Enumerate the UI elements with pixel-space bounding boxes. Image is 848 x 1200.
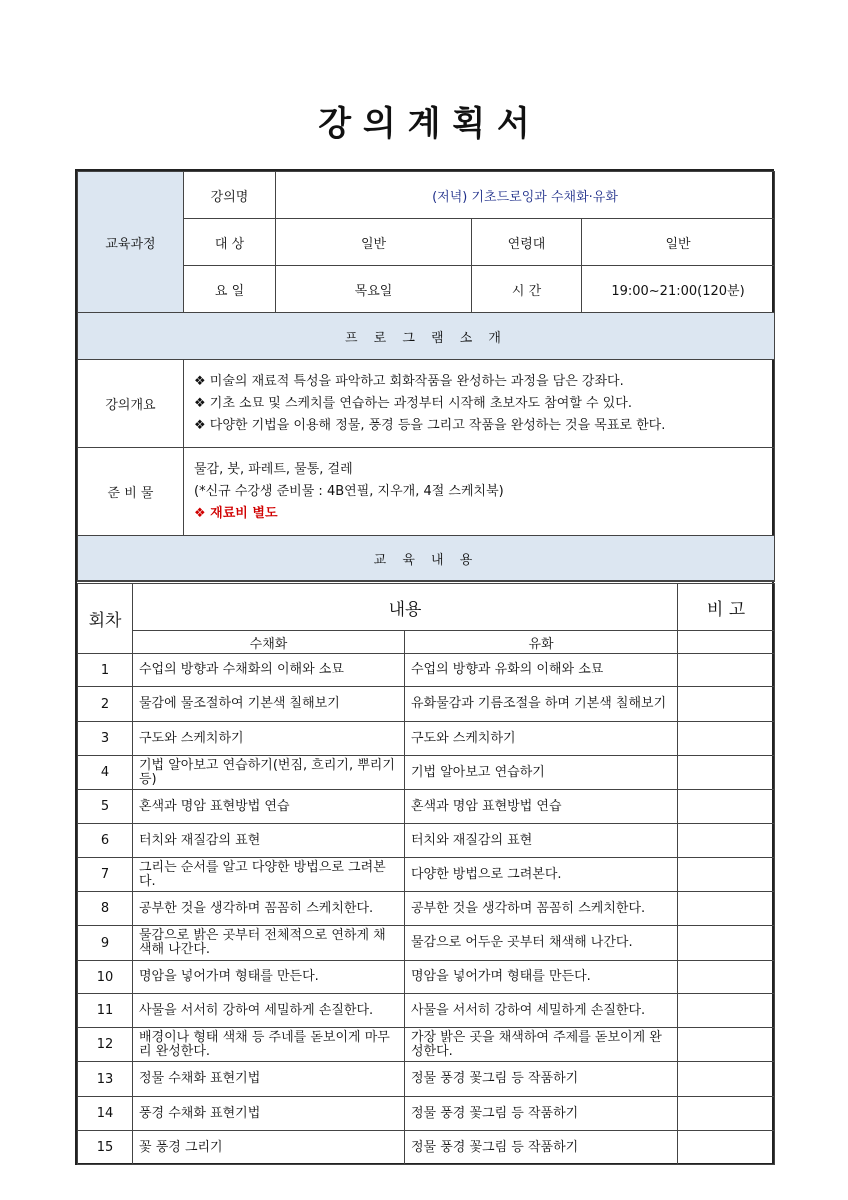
table-row — [78, 722, 775, 756]
program-intro-header: 프 로 그 램 소 개 — [78, 313, 775, 360]
session-number: 9 — [78, 926, 133, 961]
course-name-label: 강의명 — [184, 172, 276, 219]
oil-content: 정물 풍경 꽃그림 등 작품하기 — [405, 1062, 678, 1097]
note-sub-cell — [678, 631, 775, 654]
oil-content: 기법 알아보고 연습하기 — [405, 756, 678, 790]
time-label: 시 간 — [472, 266, 582, 313]
materials-label: 준 비 물 — [78, 448, 184, 536]
oil-content: 정물 풍경 꽃그림 등 작품하기 — [405, 1097, 678, 1131]
table-row — [78, 926, 775, 961]
session-number: 7 — [78, 858, 133, 892]
oil-content: 유화물감과 기름조절을 하며 기본색 칠해보기 — [405, 687, 678, 722]
materials-text — [184, 448, 775, 536]
session-number: 13 — [78, 1062, 133, 1097]
watercolor-content: 구도와 스케치하기 — [133, 722, 405, 756]
session-number: 12 — [78, 1028, 133, 1062]
watercolor-content: 꽃 풍경 그리기 — [133, 1131, 405, 1165]
table-row — [78, 1097, 775, 1131]
table-row — [78, 1028, 775, 1062]
watercolor-content: 배경이나 형태 색채 등 주네를 돋보이게 마무리 완성한다. — [133, 1028, 405, 1062]
watercolor-content: 명암을 넣어가며 형태를 만든다. — [133, 961, 405, 994]
watercolor-content: 혼색과 명암 표현방법 연습 — [133, 790, 405, 824]
table-row — [78, 756, 775, 790]
session-number: 4 — [78, 756, 133, 790]
oil-content: 터치와 재질감의 표현 — [405, 824, 678, 858]
time-value: 19:00~21:00(120분) — [582, 266, 775, 313]
oil-content: 수업의 방향과 유화의 이해와 소묘 — [405, 654, 678, 687]
watercolor-content: 사물을 서서히 강하여 세밀하게 손질한다. — [133, 994, 405, 1028]
session-number: 2 — [78, 687, 133, 722]
note-cell — [678, 756, 775, 790]
note-cell — [678, 654, 775, 687]
watercolor-content: 물감에 물조절하여 기본색 칠해보기 — [133, 687, 405, 722]
table-row — [78, 824, 775, 858]
note-cell — [678, 1062, 775, 1097]
session-number: 5 — [78, 790, 133, 824]
course-name-value: (저녁) 기초드로잉과 수채화·유화 — [276, 172, 775, 219]
content-col-header: 내용 — [133, 583, 678, 631]
oil-content: 공부한 것을 생각하며 꼼꼼히 스케치한다. — [405, 892, 678, 926]
course-info-table — [77, 171, 775, 581]
watercolor-content: 정물 수채화 표현기법 — [133, 1062, 405, 1097]
table-row — [78, 790, 775, 824]
note-cell — [678, 824, 775, 858]
day-value: 목요일 — [276, 266, 472, 313]
target-value: 일반 — [276, 219, 472, 266]
materials-line: (*신규 수강생 준비물 : 4B연필, 지우개, 4절 스케치북) — [194, 483, 504, 499]
day-label: 요 일 — [184, 266, 276, 313]
oil-subheader: 유화 — [405, 631, 678, 654]
note-cell — [678, 1028, 775, 1062]
oil-content: 물감으로 어두운 곳부터 채색해 나간다. — [405, 926, 678, 961]
watercolor-content: 물감으로 밝은 곳부터 전체적으로 연하게 채색해 나간다. — [133, 926, 405, 961]
age-value: 일반 — [582, 219, 775, 266]
session-col-header: 회차 — [78, 583, 133, 654]
edu-course-label: 교육과정 — [78, 172, 184, 313]
content-header: 교 육 내 용 — [78, 536, 775, 581]
note-col-header: 비 고 — [678, 583, 775, 631]
session-number: 15 — [78, 1131, 133, 1165]
watercolor-subheader: 수채화 — [133, 631, 405, 654]
oil-content: 정물 풍경 꽃그림 등 작품하기 — [405, 1131, 678, 1165]
overview-text — [184, 360, 775, 448]
session-number: 8 — [78, 892, 133, 926]
note-cell — [678, 687, 775, 722]
table-row — [78, 961, 775, 994]
materials-fee-note: ❖ 재료비 별도 — [194, 505, 278, 521]
note-cell — [678, 926, 775, 961]
schedule-table — [77, 581, 775, 1165]
watercolor-content: 공부한 것을 생각하며 꼼꼼히 스케치한다. — [133, 892, 405, 926]
table-row — [78, 994, 775, 1028]
table-row — [78, 654, 775, 687]
oil-content: 사물을 서서히 강하여 세밀하게 손질한다. — [405, 994, 678, 1028]
oil-content: 명암을 넣어가며 형태를 만든다. — [405, 961, 678, 994]
session-number: 3 — [78, 722, 133, 756]
table-row — [78, 687, 775, 722]
page-title: 강 의 계 획 서 — [318, 104, 530, 144]
note-cell — [678, 722, 775, 756]
materials-line: 물감, 붓, 파레트, 물통, 걸레 — [194, 461, 353, 477]
session-number: 6 — [78, 824, 133, 858]
oil-content: 혼색과 명암 표현방법 연습 — [405, 790, 678, 824]
watercolor-content: 그리는 순서를 알고 다양한 방법으로 그려본다. — [133, 858, 405, 892]
target-label: 대 상 — [184, 219, 276, 266]
oil-content: 가장 밝은 곳을 채색하여 주제를 돋보이게 완성한다. — [405, 1028, 678, 1062]
table-row — [78, 892, 775, 926]
table-row — [78, 1062, 775, 1097]
table-row — [78, 858, 775, 892]
overview-label: 강의개요 — [78, 360, 184, 448]
note-cell — [678, 994, 775, 1028]
watercolor-content: 풍경 수채화 표현기법 — [133, 1097, 405, 1131]
note-cell — [678, 858, 775, 892]
session-number: 1 — [78, 654, 133, 687]
note-cell — [678, 1097, 775, 1131]
overview-line: ❖ 다양한 기법을 이용해 정물, 풍경 등을 그리고 작품을 완성하는 것을 목표로 한다. — [194, 417, 666, 433]
watercolor-content: 기법 알아보고 연습하기(번짐, 흐리기, 뿌리기 등) — [133, 756, 405, 790]
note-cell — [678, 790, 775, 824]
session-number: 14 — [78, 1097, 133, 1131]
note-cell — [678, 961, 775, 994]
session-number: 10 — [78, 961, 133, 994]
oil-content: 구도와 스케치하기 — [405, 722, 678, 756]
age-label: 연령대 — [472, 219, 582, 266]
overview-line: ❖ 기초 소묘 및 스케치를 연습하는 과정부터 시작해 초보자도 참여할 수 있다. — [194, 395, 632, 411]
watercolor-content: 터치와 재질감의 표현 — [133, 824, 405, 858]
session-number: 11 — [78, 994, 133, 1028]
syllabus-frame — [75, 169, 774, 1165]
watercolor-content: 수업의 방향과 수채화의 이해와 소묘 — [133, 654, 405, 687]
note-cell — [678, 892, 775, 926]
oil-content: 다양한 방법으로 그려본다. — [405, 858, 678, 892]
table-row — [78, 1131, 775, 1165]
note-cell — [678, 1131, 775, 1165]
overview-line: ❖ 미술의 재료적 특성을 파악하고 회화작품을 완성하는 과정을 담은 강좌다. — [194, 373, 624, 389]
